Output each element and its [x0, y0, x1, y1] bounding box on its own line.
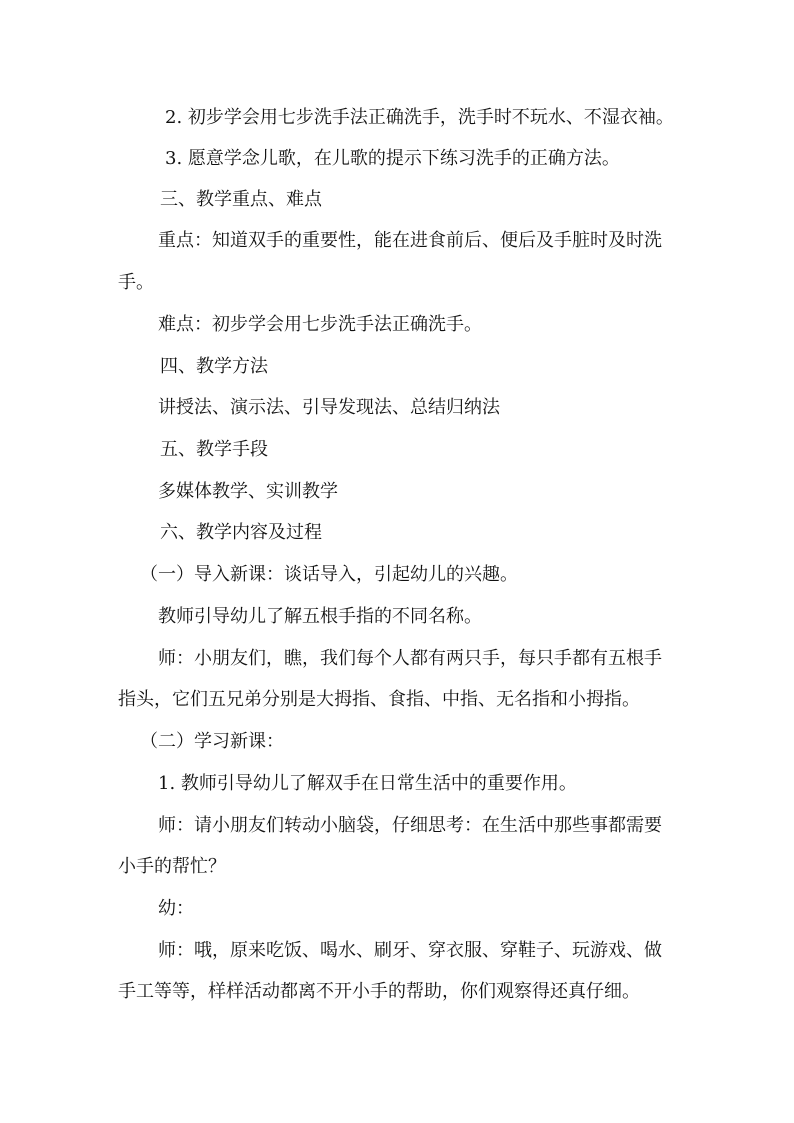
teacher-dialogue-2-cont: 小手的帮忙？	[118, 856, 226, 877]
section-new-lesson: （二）学习新课：	[140, 731, 284, 752]
lesson-step-1: 1. 教师引导幼儿了解双手在日常生活中的重要作用。	[158, 773, 577, 794]
child-response: 幼：	[158, 898, 194, 919]
heading-content: 六、教学内容及过程	[160, 522, 322, 543]
objective-2: 2. 初步学会用七步洗手法正确洗手，洗手时不玩水、不湿衣袖。	[165, 107, 674, 128]
teacher-dialogue-3-cont: 手工等等，样样活动都离不开小手的帮助，你们观察得还真仔细。	[118, 981, 640, 1002]
section-intro: （一）导入新课：谈话导入，引起幼儿的兴趣。	[140, 564, 518, 585]
teacher-dialogue-1: 师：小朋友们，瞧，我们每个人都有两只手，每只手都有五根手	[158, 648, 662, 669]
teacher-dialogue-1-cont: 指头，它们五兄弟分别是大拇指、食指、中指、无名指和小拇指。	[118, 689, 640, 710]
heading-means: 五、教学手段	[160, 439, 268, 460]
means-text: 多媒体教学、实训教学	[158, 481, 338, 502]
objective-3: 3. 愿意学念儿歌，在儿歌的提示下练习洗手的正确方法。	[165, 148, 620, 169]
difficulty-text: 难点：初步学会用七步洗手法正确洗手。	[158, 314, 482, 335]
key-point-text: 重点：知道双手的重要性，能在进食前后、便后及手脏时及时洗	[158, 230, 662, 251]
key-point-text-cont: 手。	[118, 272, 154, 293]
teacher-dialogue-2: 师：请小朋友们转动小脑袋，仔细思考：在生活中那些事都需要	[158, 815, 662, 836]
methods-text: 讲授法、演示法、引导发现法、总结归纳法	[158, 397, 500, 418]
heading-key-points: 三、教学重点、难点	[160, 189, 322, 210]
intro-text: 教师引导幼儿了解五根手指的不同名称。	[158, 606, 482, 627]
teacher-dialogue-3: 师：哦，原来吃饭、喝水、刷牙、穿衣服、穿鞋子、玩游戏、做	[158, 940, 662, 961]
heading-methods: 四、教学方法	[160, 356, 268, 377]
